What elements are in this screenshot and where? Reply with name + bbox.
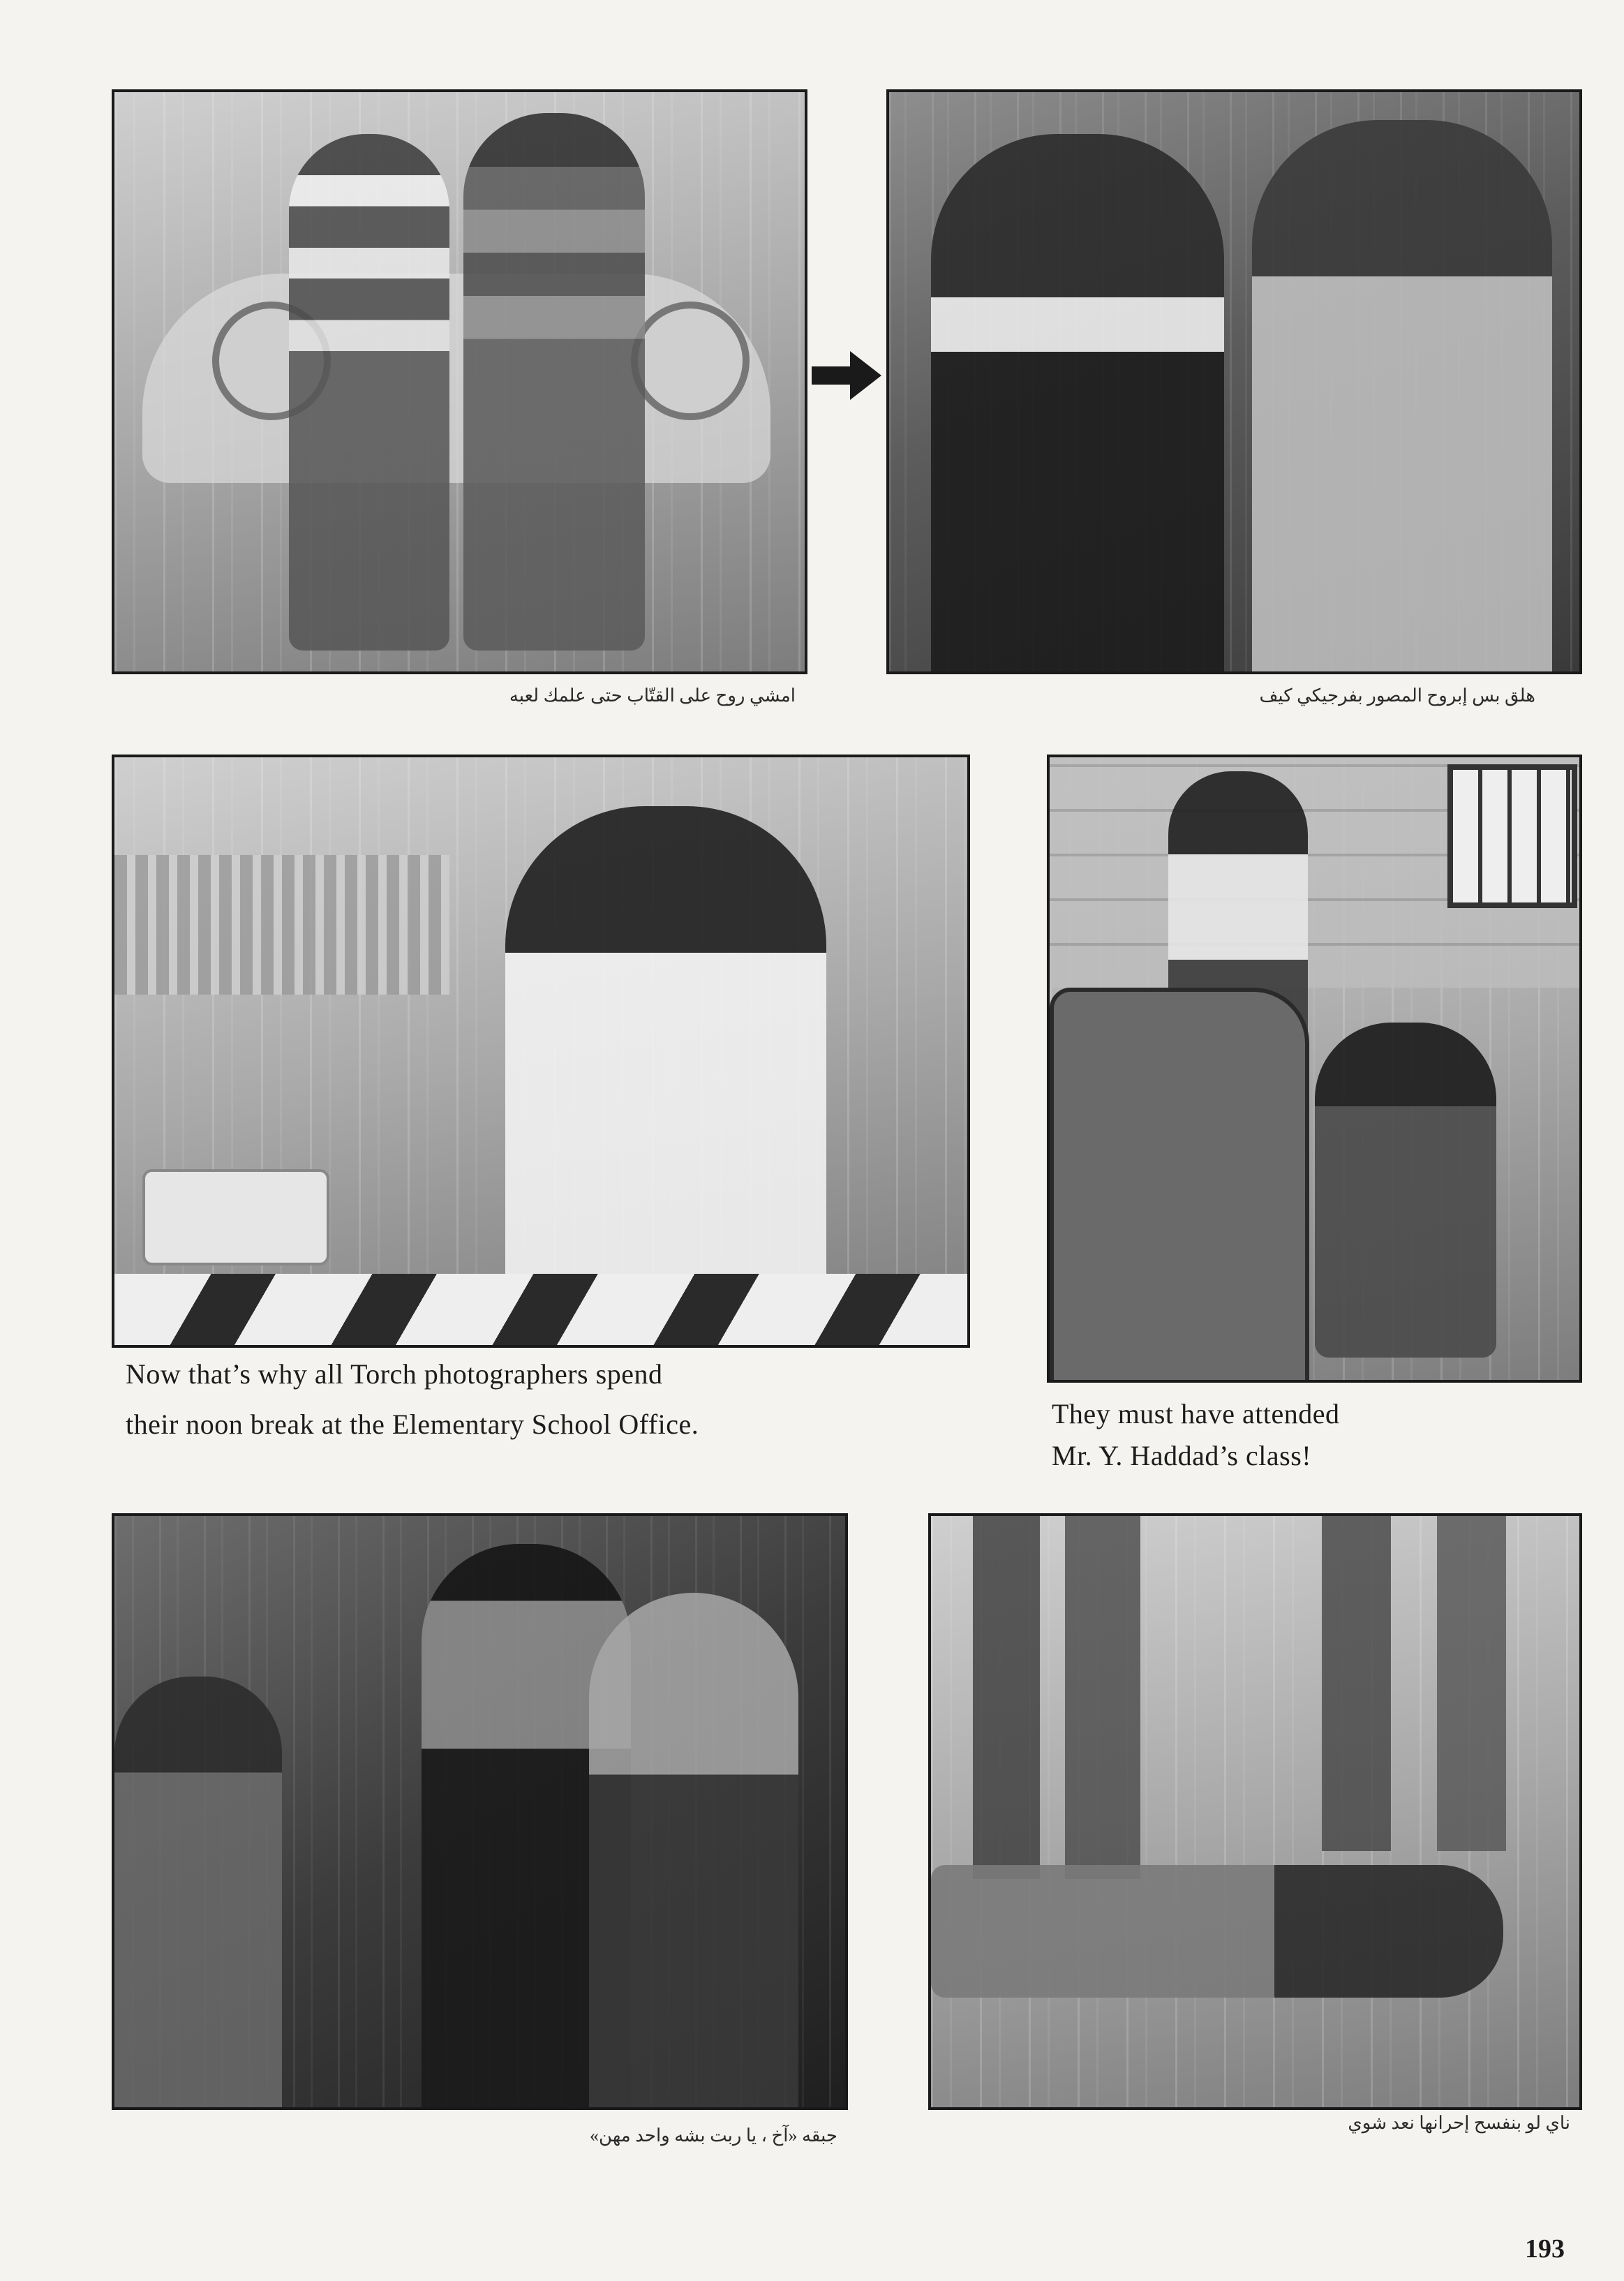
page-number: 193 — [1525, 2234, 1565, 2264]
caption-bottom-right: ناي لو بنفسح إحرانها نعد شوي — [1348, 2113, 1570, 2133]
arrow-right-icon — [812, 351, 881, 400]
bookshelf — [114, 855, 449, 995]
walking-legs-left — [973, 1516, 1140, 1879]
caption-bottom-left: جبقه «آخ ، يا ربت بشه واحد مهن» — [590, 2125, 837, 2146]
caption-middle-left-line1: Now that’s why all Torch photographers spend — [126, 1358, 663, 1390]
girl-figure — [289, 134, 449, 651]
caption-middle-left-line2: their noon break at the Elementary School Office. — [126, 1409, 699, 1440]
walking-legs-right — [1322, 1516, 1552, 1851]
boy-dark-sweater — [931, 134, 1224, 674]
desk-top — [114, 1274, 970, 1348]
photo-pair-talking — [886, 89, 1582, 674]
photo-lying-photographer — [928, 1513, 1582, 2110]
photo-students-by-cars — [1047, 755, 1582, 1383]
caption-top-right: هلق بس إبروح المصور بفرجيكي كيف — [1259, 685, 1535, 706]
photo-embrace — [112, 1513, 848, 2110]
photo-office-telephone — [112, 755, 970, 1348]
man-in-suit — [114, 1677, 282, 2110]
bald-man — [589, 1593, 798, 2110]
girl-light-blouse — [1252, 120, 1552, 674]
photo-kids-on-car — [112, 89, 807, 674]
window — [1447, 764, 1577, 908]
caption-middle-right-line2: Mr. Y. Haddad’s class! — [1052, 1440, 1312, 1471]
crouching-student — [1315, 1023, 1496, 1358]
woman-figure — [505, 806, 826, 1295]
parked-car — [1050, 988, 1309, 1383]
boy-figure — [463, 113, 645, 651]
caption-top-left: امشي روح على القتّاب حتى علمك لعبه — [509, 685, 796, 706]
lying-photographer — [931, 1865, 1503, 1998]
telephone — [142, 1169, 329, 1265]
headlight-right — [631, 302, 750, 420]
caption-middle-right-line1: They must have attended — [1052, 1398, 1340, 1429]
